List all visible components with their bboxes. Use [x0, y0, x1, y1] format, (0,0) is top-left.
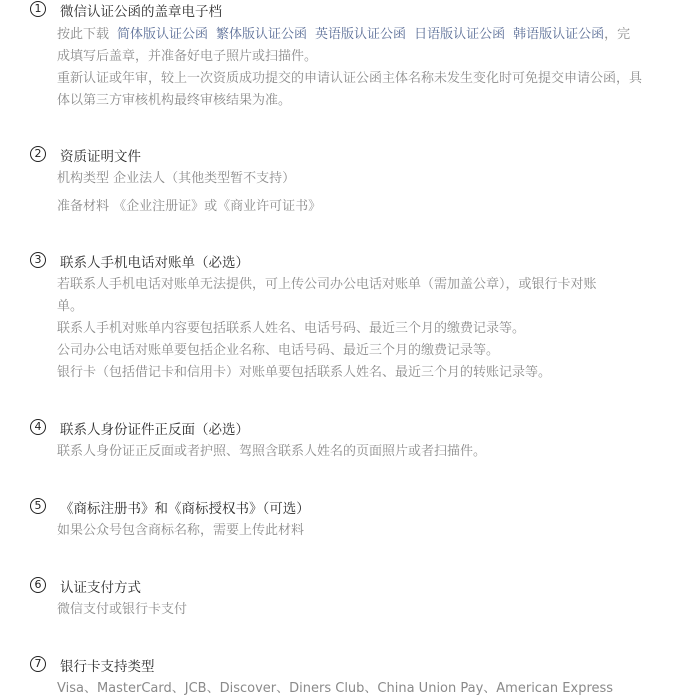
section-number-badge: 2: [30, 146, 46, 162]
download-prefix: 按此下载: [57, 27, 110, 42]
body-line: 联系人身份证正反面或者护照、驾照含联系人姓名的页面照片或者扫描件。: [57, 444, 487, 459]
section-title: 联系人手机电话对账单（必选）: [60, 255, 249, 271]
download-instruction-line: 成填写后盖章，并准备好电子照片或扫描件。: [57, 49, 318, 64]
materials-line: 准备材料 《企业注册证》或《商业许可证书》: [57, 199, 322, 214]
body-line: 单。: [57, 299, 84, 314]
section-number-badge: 3: [30, 252, 46, 268]
section-title: 微信认证公函的盖章电子档: [60, 4, 222, 20]
section-number-badge: 1: [30, 1, 46, 17]
section-title: 银行卡支持类型: [60, 659, 155, 675]
link-traditional-chinese-letter[interactable]: 繁体版认证公函: [216, 27, 308, 42]
renewal-note-line-1: 重新认证或年审，较上一次资质成功提交的申请认证公函主体名称未发生变化时可免提交申请公函，具: [57, 71, 643, 86]
section-number-badge: 5: [30, 498, 46, 514]
link-simplified-chinese-letter[interactable]: 简体版认证公函: [117, 27, 209, 42]
section-title: 联系人身份证件正反面（必选）: [60, 422, 249, 438]
section-body: [57, 168, 669, 218]
download-links-line: [57, 24, 669, 46]
section-title: 《商标注册书》和《商标授权书》（可选）: [60, 501, 310, 517]
renewal-note-line-2: 体以第三方审核机构最终审核结果为准。: [57, 93, 292, 108]
section-number-badge: 4: [30, 419, 46, 435]
body-line: Visa、MasterCard、JCB、Discover、Diners Club、China Union Pay、American Express: [57, 681, 614, 696]
body-line: 若联系人手机电话对账单无法提供，可上传公司办公电话对账单（需加盖公章），或银行卡对账: [57, 277, 597, 292]
body-line: 银行卡（包括借记卡和信用卡）对账单要包括联系人姓名、最近三个月的转账记录等。: [57, 365, 552, 380]
body-line: 联系人手机对账单内容要包括联系人姓名、电话号码、最近三个月的缴费记录等。: [57, 321, 526, 336]
organization-type-line: 机构类型 企业法人（其他类型暂不支持）: [57, 171, 296, 186]
download-suffix: ，完: [604, 27, 631, 42]
section-body: [57, 678, 669, 700]
section-body: [57, 599, 669, 621]
body-line: 如果公众号包含商标名称，需要上传此材料: [57, 523, 305, 538]
section-number-badge: 7: [30, 656, 46, 672]
section-body: [57, 441, 669, 463]
link-english-letter[interactable]: 英语版认证公函: [315, 27, 407, 42]
link-japanese-letter[interactable]: 日语版认证公函: [414, 27, 506, 42]
section-number-badge: 6: [30, 577, 46, 593]
section-body: [57, 520, 669, 542]
body-line: 公司办公电话对账单要包括企业名称、电话号码、最近三个月的缴费记录等。: [57, 343, 500, 358]
section-body: [57, 274, 669, 384]
section-body: [57, 24, 669, 112]
link-korean-letter[interactable]: 韩语版认证公函: [513, 27, 605, 42]
section-title: 认证支付方式: [60, 580, 141, 596]
section-title: 资质证明文件: [60, 149, 141, 165]
body-line: 微信支付或银行卡支付: [57, 602, 188, 617]
